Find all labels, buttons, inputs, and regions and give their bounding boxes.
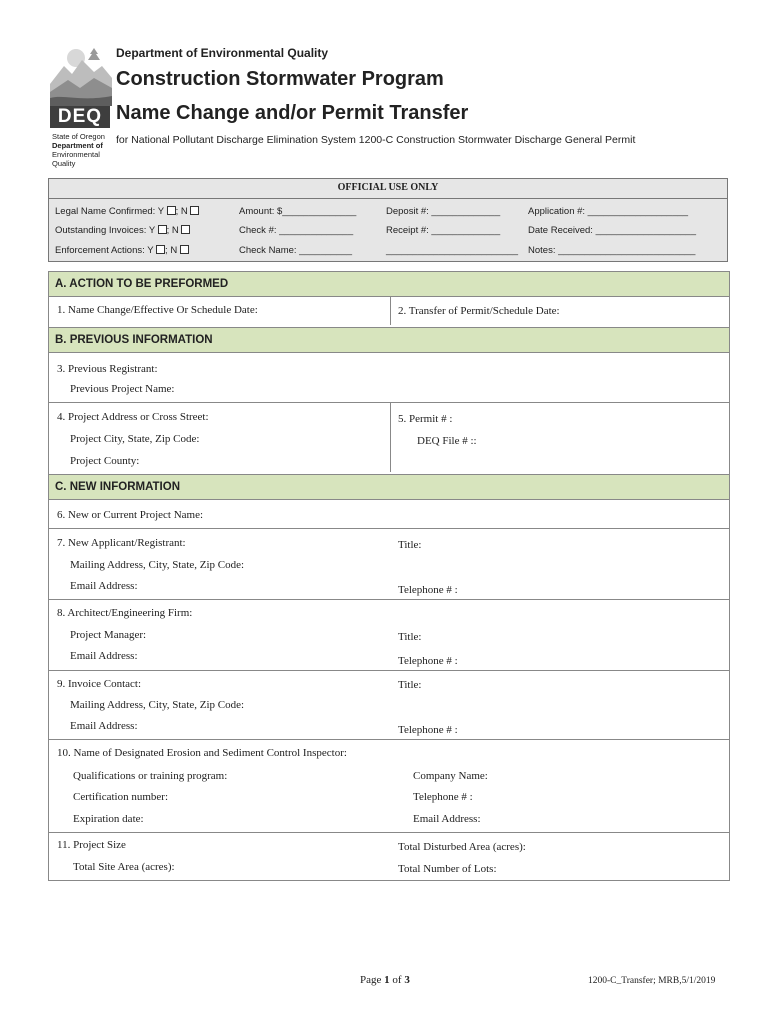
field-11-number-of-lots[interactable]: Total Number of Lots: bbox=[398, 863, 497, 875]
logo-dept3: Quality bbox=[52, 159, 76, 168]
field-1-name-change[interactable]: 1. Name Change/Effective Or Schedule Date: bbox=[57, 304, 258, 316]
page-current: 1 bbox=[384, 974, 390, 986]
department-name: Department of Environmental Quality bbox=[116, 46, 329, 60]
outstanding-label: Outstanding Invoices: Y bbox=[55, 225, 155, 236]
legal-name-n-checkbox[interactable] bbox=[190, 206, 199, 215]
divider-row3 bbox=[49, 402, 729, 403]
field-8-project-manager[interactable]: Project Manager: bbox=[70, 629, 147, 641]
outstanding-n-label: ; N bbox=[166, 225, 179, 236]
legal-name-y-checkbox[interactable] bbox=[167, 206, 176, 215]
page-prefix: Page bbox=[360, 974, 385, 986]
mountain-landscape-icon bbox=[50, 44, 112, 106]
field-10-inspector[interactable]: 10. Name of Designated Erosion and Sediment Control Inspector: bbox=[57, 747, 347, 759]
field-7-email[interactable]: Email Address: bbox=[70, 580, 138, 592]
notes-field[interactable]: Notes: __________________________ bbox=[528, 245, 696, 256]
field-4-project-address[interactable]: 4. Project Address or Cross Street: bbox=[57, 411, 209, 423]
official-use-title: OFFICIAL USE ONLY bbox=[337, 182, 439, 193]
receipt-number-field[interactable]: Receipt #: _____________ bbox=[386, 225, 501, 236]
page-total: 3 bbox=[404, 974, 410, 986]
section-b-header: B. PREVIOUS INFORMATION bbox=[49, 327, 729, 353]
divider-row4 bbox=[390, 402, 391, 472]
official-use-divider bbox=[49, 198, 727, 199]
form-title: Name Change and/or Permit Transfer bbox=[116, 102, 469, 124]
outstanding-n-checkbox[interactable] bbox=[181, 225, 190, 234]
field-3-previous-project[interactable]: Previous Project Name: bbox=[70, 383, 175, 395]
field-5-permit-number[interactable]: 5. Permit # : bbox=[398, 413, 453, 425]
field-2-permit-transfer[interactable]: 2. Transfer of Permit/Schedule Date: bbox=[398, 305, 560, 317]
logo-state: State of Oregon bbox=[52, 132, 105, 141]
divider-row1 bbox=[390, 297, 391, 325]
field-8-architect-firm[interactable]: 8. Architect/Engineering Firm: bbox=[57, 607, 193, 619]
logo-dept1: Department of bbox=[52, 141, 103, 150]
amount-field[interactable]: Amount: $______________ bbox=[239, 206, 357, 217]
field-9-title[interactable]: Title: bbox=[398, 679, 422, 691]
outstanding-invoices bbox=[55, 225, 190, 236]
divider-row10 bbox=[49, 832, 729, 833]
enforcement-actions bbox=[55, 245, 189, 256]
field-10-expiration[interactable]: Expiration date: bbox=[73, 813, 144, 825]
deq-logo bbox=[50, 44, 112, 170]
check-name-field[interactable]: Check Name: __________ bbox=[239, 245, 353, 256]
deposit-number-field[interactable]: Deposit #: _____________ bbox=[386, 206, 501, 217]
application-number-field[interactable]: Application #: ___________________ bbox=[528, 206, 689, 217]
field-5-deq-file[interactable]: DEQ File # :: bbox=[417, 435, 477, 447]
field-9-mailing-address[interactable]: Mailing Address, City, State, Zip Code: bbox=[70, 699, 245, 711]
section-a-header: A. ACTION TO BE PREFORMED bbox=[49, 271, 729, 297]
program-title: Construction Stormwater Program bbox=[116, 68, 444, 90]
enforcement-n-label: ; N bbox=[165, 245, 178, 256]
field-8-title[interactable]: Title: bbox=[398, 631, 422, 643]
outstanding-y-checkbox[interactable] bbox=[158, 225, 167, 234]
enforcement-label: Enforcement Actions: Y bbox=[55, 245, 154, 256]
field-4-project-city[interactable]: Project City, State, Zip Code: bbox=[70, 433, 200, 445]
field-10-certification[interactable]: Certification number: bbox=[73, 791, 168, 803]
deq-logo-text: DEQ bbox=[50, 106, 110, 128]
field-3-previous-registrant[interactable]: 3. Previous Registrant: bbox=[57, 363, 158, 375]
field-10-email[interactable]: Email Address: bbox=[413, 813, 481, 825]
enforcement-n-checkbox[interactable] bbox=[180, 245, 189, 254]
field-10-telephone[interactable]: Telephone # : bbox=[413, 791, 473, 803]
check-number-field[interactable]: Check #: ______________ bbox=[239, 225, 354, 236]
date-received-field[interactable]: Date Received: ___________________ bbox=[528, 225, 696, 236]
divider-row9 bbox=[49, 739, 729, 740]
field-11-project-size[interactable]: 11. Project Size bbox=[57, 839, 126, 851]
field-7-mailing-address[interactable]: Mailing Address, City, State, Zip Code: bbox=[70, 559, 245, 571]
legal-name-n-label: ; N bbox=[175, 206, 188, 217]
section-c-header: C. NEW INFORMATION bbox=[49, 474, 729, 500]
field-7-new-applicant[interactable]: 7. New Applicant/Registrant: bbox=[57, 537, 186, 549]
field-11-total-site-area[interactable]: Total Site Area (acres): bbox=[73, 861, 175, 873]
field-9-email[interactable]: Email Address: bbox=[70, 720, 138, 732]
divider-row7 bbox=[49, 599, 729, 600]
enforcement-y-checkbox[interactable] bbox=[156, 245, 165, 254]
legal-name-label: Legal Name Confirmed: Y bbox=[55, 206, 164, 217]
logo-dept2: Environmental bbox=[52, 150, 100, 159]
field-11-disturbed-area[interactable]: Total Disturbed Area (acres): bbox=[398, 841, 526, 853]
main-form bbox=[48, 271, 730, 881]
blank-field[interactable]: _________________________ bbox=[386, 245, 519, 256]
official-use-box bbox=[48, 178, 728, 262]
logo-caption bbox=[52, 132, 122, 168]
legal-name-confirmed bbox=[55, 206, 199, 217]
form-code: 1200-C_Transfer; MRB,5/1/2019 bbox=[588, 976, 716, 986]
form-subtitle: for National Pollutant Discharge Elimination System 1200-C Construction Stormwater Discharge General Permit bbox=[116, 134, 636, 146]
field-10-qualifications[interactable]: Qualifications or training program: bbox=[73, 770, 228, 782]
field-6-project-name[interactable]: 6. New or Current Project Name: bbox=[57, 509, 204, 521]
field-4-project-county[interactable]: Project County: bbox=[70, 455, 140, 467]
field-8-email[interactable]: Email Address: bbox=[70, 650, 138, 662]
page-number bbox=[360, 974, 410, 986]
divider-row6 bbox=[49, 528, 729, 529]
page-of: of bbox=[389, 974, 405, 986]
divider-row8 bbox=[49, 670, 729, 671]
field-9-invoice-contact[interactable]: 9. Invoice Contact: bbox=[57, 678, 142, 690]
field-8-telephone[interactable]: Telephone # : bbox=[398, 655, 458, 667]
field-10-company[interactable]: Company Name: bbox=[413, 770, 488, 782]
field-7-telephone[interactable]: Telephone # : bbox=[398, 584, 458, 596]
field-9-telephone[interactable]: Telephone # : bbox=[398, 724, 458, 736]
field-7-title[interactable]: Title: bbox=[398, 539, 422, 551]
